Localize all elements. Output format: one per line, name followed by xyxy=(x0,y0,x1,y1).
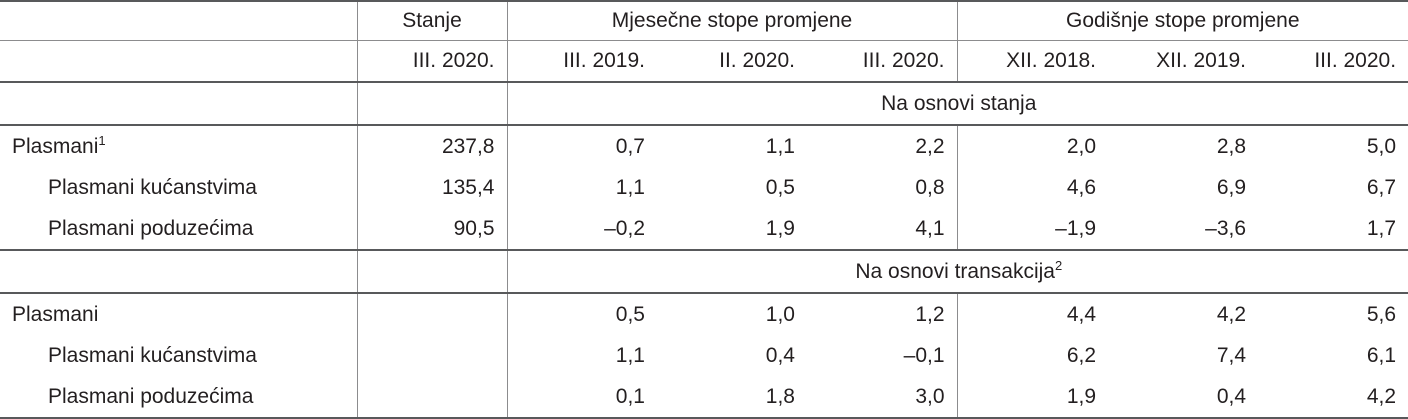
row-label: Plasmani kućanstvima xyxy=(48,343,257,367)
header-group-monthly: Mjesečne stope promjene xyxy=(507,1,957,41)
row-value xyxy=(357,293,507,335)
row-value: 5,6 xyxy=(1366,302,1397,326)
header-period-3: III. 2020. xyxy=(807,41,957,83)
band-label-stanja: Na osnovi stanja xyxy=(507,82,1408,125)
row-value: 90,5 xyxy=(357,208,507,250)
row-label: Plasmani poduzećima xyxy=(0,376,357,418)
header-corner-cell xyxy=(0,1,357,41)
row-value: 2,2 xyxy=(915,134,945,158)
row-value xyxy=(357,335,507,376)
table-row xyxy=(0,167,1408,208)
row-label: Plasmani$^1$ xyxy=(12,132,106,158)
row-value: 4,1 xyxy=(807,208,957,250)
band-blank-stanje xyxy=(357,250,507,293)
row-value xyxy=(357,376,507,418)
table-row xyxy=(0,293,1408,335)
row-value: 1,9 xyxy=(657,208,807,250)
row-value: 1,1 xyxy=(507,167,657,208)
row-value: –0,2 xyxy=(507,208,657,250)
header-period-0: III. 2020. xyxy=(357,41,507,83)
row-value: 135,4 xyxy=(357,167,507,208)
row-value: 1,9 xyxy=(957,376,1108,418)
row-value: 0,5 xyxy=(507,293,657,335)
header-group-stanje: Stanje xyxy=(357,1,507,41)
row-value: –1,9 xyxy=(957,208,1108,250)
row-label: Plasmani kućanstvima xyxy=(48,175,257,199)
row-value: 0,4 xyxy=(1108,376,1258,418)
row-label: Plasmani xyxy=(12,302,99,326)
header-group-annual: Godišnje stope promjene xyxy=(957,1,1408,41)
row-value: 1,1 xyxy=(765,134,795,158)
row-value: 1,1 xyxy=(507,335,657,376)
table-row xyxy=(0,208,1408,250)
row-value: 1,0 xyxy=(765,302,795,326)
header-groups-row xyxy=(0,1,1408,41)
row-label: Plasmani poduzećima xyxy=(0,208,357,250)
row-value: 0,8 xyxy=(915,175,945,199)
row-value: 6,1 xyxy=(1366,343,1397,367)
band-label-row-stanja xyxy=(0,82,1408,125)
band-blank-stanje xyxy=(357,82,507,125)
footnote-marker: 2 xyxy=(1054,257,1063,273)
row-value: 1,8 xyxy=(657,376,807,418)
header-period-1: III. 2019. xyxy=(507,41,657,83)
row-value: –0,1 xyxy=(903,343,945,367)
band-blank-label xyxy=(0,250,357,293)
header-periods-row xyxy=(0,41,1408,83)
row-value: 0,7 xyxy=(507,125,657,167)
table-row xyxy=(0,125,1408,167)
row-value: 6,9 xyxy=(1216,175,1247,199)
row-value: 5,0 xyxy=(1366,134,1397,158)
row-value: 1,2 xyxy=(915,302,945,326)
row-value: 6,2 xyxy=(957,335,1108,376)
row-value: 4,6 xyxy=(957,167,1108,208)
row-value: 1,7 xyxy=(1258,208,1408,250)
header-period-2: II. 2020. xyxy=(657,41,807,83)
header-periods-blank xyxy=(0,41,357,83)
band-label-row-transakcija xyxy=(0,250,1408,293)
header-period-4: XII. 2018. xyxy=(957,41,1108,83)
row-value: 2,8 xyxy=(1216,134,1247,158)
row-value: 4,2 xyxy=(1258,376,1408,418)
band-blank-label xyxy=(0,82,357,125)
row-value: 237,8 xyxy=(357,125,507,167)
row-value: 4,2 xyxy=(1216,302,1247,326)
row-value: 0,5 xyxy=(765,175,795,199)
table-row xyxy=(0,335,1408,376)
row-value: 4,4 xyxy=(957,293,1108,335)
row-value: 3,0 xyxy=(807,376,957,418)
row-value: 0,4 xyxy=(765,343,795,367)
row-value: –3,6 xyxy=(1108,208,1258,250)
header-period-5: XII. 2019. xyxy=(1108,41,1258,83)
table-row xyxy=(0,376,1408,418)
footnote-marker: 1 xyxy=(98,132,106,148)
row-value: 7,4 xyxy=(1216,343,1247,367)
row-value: 6,7 xyxy=(1366,175,1397,199)
header-period-6: III. 2020. xyxy=(1258,41,1408,83)
row-value: 2,0 xyxy=(957,125,1108,167)
row-value: 0,1 xyxy=(507,376,657,418)
band-label-transakcija: Na osnovi transakcija$^2$ xyxy=(507,250,1408,293)
